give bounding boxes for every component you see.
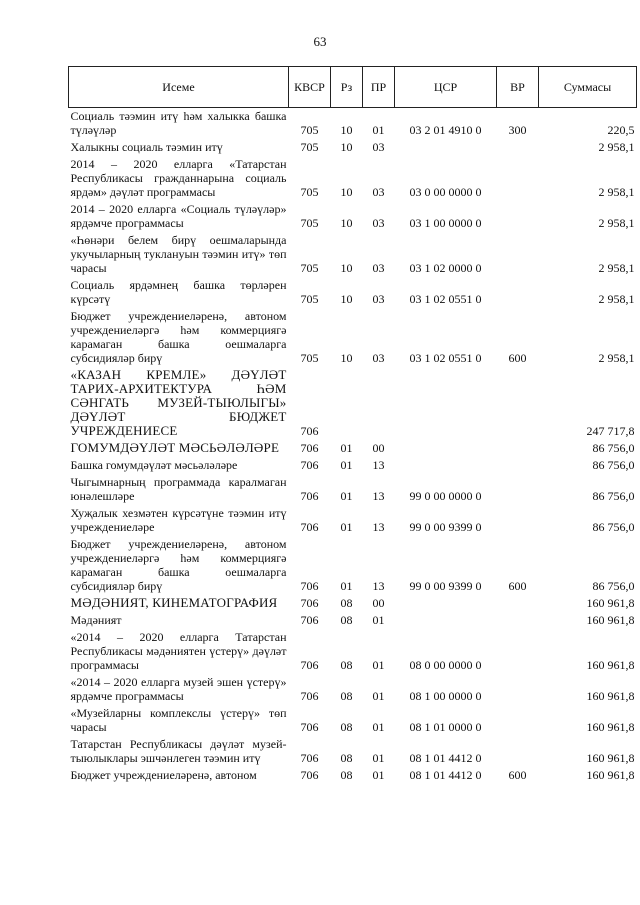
row-kvsr: 706 — [300, 458, 319, 472]
row-sum: 2 958,1 — [598, 292, 635, 306]
table-row — [69, 440, 637, 457]
row-csr: 99 0 00 9399 0 — [409, 520, 482, 534]
table-row — [69, 736, 637, 767]
row-vr — [497, 595, 539, 612]
row-vr — [497, 505, 539, 536]
row-kvsr: 705 — [300, 185, 319, 199]
row-kvsr: 706 — [300, 658, 319, 672]
table-body — [69, 108, 637, 785]
row-kvsr: 706 — [300, 613, 319, 627]
header-rz: Рз — [331, 67, 363, 108]
row-csr: 08 1 01 4412 0 — [409, 751, 482, 765]
row-csr: 03 1 02 0551 0 — [409, 292, 482, 306]
row-rz: 01 — [340, 441, 353, 455]
row-sum: 160 961,8 — [586, 720, 635, 734]
row-sum: 160 961,8 — [586, 658, 635, 672]
row-name: Бюджет учреждениеләренә, автоном — [70, 768, 257, 782]
row-name: Бюджет учреждениеләренә, автоном учреждениеләргә һәм коммерциягә карамаган башка оешмаларга субсидияләр бирү — [70, 537, 287, 593]
table-row — [69, 474, 637, 505]
row-kvsr: 706 — [300, 751, 319, 765]
row-csr — [395, 595, 497, 612]
row-csr: 03 2 01 4910 0 — [409, 123, 482, 137]
row-rz: 10 — [340, 140, 353, 154]
row-sum: 220,5 — [607, 123, 635, 137]
row-kvsr: 705 — [300, 123, 319, 137]
row-pr: 01 — [372, 689, 385, 703]
row-rz: 10 — [340, 351, 353, 365]
row-kvsr: 705 — [300, 351, 319, 365]
row-name: ГОМУМДӘҮЛӘТ МӘСЬӘЛӘЛӘРЕ — [70, 440, 280, 455]
row-csr: 99 0 00 0000 0 — [409, 489, 482, 503]
table-row — [69, 108, 637, 140]
row-name: Чыгымнарның программада каралмаган юнәлешләре — [70, 475, 287, 503]
row-pr — [363, 367, 395, 440]
row-csr: 03 1 02 0551 0 — [409, 351, 482, 365]
table-row — [69, 457, 637, 474]
row-name: Хуҗалык хезмәтен күрсәтүне тәэмин итү учреждениеләре — [70, 506, 287, 534]
row-vr — [497, 612, 539, 629]
row-rz: 08 — [340, 720, 353, 734]
table-row — [69, 536, 637, 595]
row-sum: 160 961,8 — [586, 596, 635, 610]
row-csr: 08 1 00 0000 0 — [409, 689, 482, 703]
row-pr: 03 — [372, 351, 385, 365]
row-kvsr: 706 — [300, 596, 319, 610]
row-pr: 01 — [372, 720, 385, 734]
row-name: 2014 – 2020 елларга «Социаль түләүләр» ярдәмче программасы — [70, 202, 287, 230]
row-name: Бюджет учреждениеләренә, автоном учреждениеләргә һәм коммерциягә карамаган башка оешмаларга субсидияләр бирү — [70, 309, 287, 365]
row-pr: 01 — [372, 613, 385, 627]
row-rz: 08 — [340, 751, 353, 765]
header-sum: Суммасы — [539, 67, 637, 108]
row-pr: 13 — [372, 579, 385, 593]
row-rz: 01 — [340, 579, 353, 593]
row-sum: 160 961,8 — [586, 768, 635, 782]
row-pr: 03 — [372, 216, 385, 230]
row-name: 2014 – 2020 елларга «Татарстан Республикасы гражданнарына социаль ярдәм» дәүләт программасы — [70, 157, 287, 199]
row-csr — [395, 367, 497, 440]
table-row — [69, 767, 637, 784]
row-vr — [497, 705, 539, 736]
table-row — [69, 629, 637, 674]
row-pr: 01 — [372, 123, 385, 137]
row-csr: 03 1 00 0000 0 — [409, 216, 482, 230]
row-name: Мәдәният — [70, 613, 122, 627]
table-row — [69, 201, 637, 232]
row-kvsr: 706 — [300, 720, 319, 734]
row-kvsr: 706 — [300, 689, 319, 703]
row-kvsr: 706 — [300, 520, 319, 534]
row-name: «Һөнәри белем бирү оешмаларында укучыларның туклануын тәэмин итү» төп чарасы — [70, 233, 287, 275]
row-rz: 01 — [340, 458, 353, 472]
table-row — [69, 674, 637, 705]
row-vr — [497, 457, 539, 474]
row-rz: 08 — [340, 658, 353, 672]
row-rz: 08 — [340, 596, 353, 610]
row-csr: 08 1 01 0000 0 — [409, 720, 482, 734]
row-pr: 01 — [372, 768, 385, 782]
table-row — [69, 156, 637, 201]
row-rz: 10 — [340, 292, 353, 306]
row-name: МӘДӘНИЯТ, КИНЕМАТОГРАФИЯ — [70, 595, 278, 610]
row-vr — [497, 367, 539, 440]
row-csr — [395, 612, 497, 629]
row-vr: 600 — [508, 579, 527, 593]
row-rz: 01 — [340, 489, 353, 503]
row-sum: 86 756,0 — [592, 489, 635, 503]
row-csr: 08 1 01 4412 0 — [409, 768, 482, 782]
row-vr — [497, 277, 539, 308]
header-vr: ВР — [497, 67, 539, 108]
row-name: «КАЗАН КРЕМЛЕ» ДӘҮЛӘТ ТАРИХ-АРХИТЕКТУРА ҺӘМ СӘНГАТЬ МУЗЕЙ-ТЫЮЛЫГЫ» ДӘҮЛӘТ БЮДЖЕТ УЧРЕЖДЕНИЕСЕ — [70, 367, 287, 438]
row-sum: 160 961,8 — [586, 689, 635, 703]
row-pr: 03 — [372, 140, 385, 154]
row-vr — [497, 674, 539, 705]
row-kvsr: 705 — [300, 216, 319, 230]
row-kvsr: 706 — [300, 424, 319, 438]
table-row — [69, 139, 637, 156]
row-rz: 08 — [340, 613, 353, 627]
row-csr — [395, 440, 497, 457]
row-kvsr: 706 — [300, 489, 319, 503]
row-kvsr: 705 — [300, 292, 319, 306]
table-row — [69, 232, 637, 277]
header-csr: ЦСР — [395, 67, 497, 108]
row-pr: 03 — [372, 185, 385, 199]
row-rz: 08 — [340, 768, 353, 782]
row-sum: 2 958,1 — [598, 261, 635, 275]
row-csr: 99 0 00 9399 0 — [409, 579, 482, 593]
row-sum: 160 961,8 — [586, 751, 635, 765]
row-name: «Музейларны комплекслы үстерү» төп чарасы — [70, 706, 287, 734]
row-name: Башка гомумдәүләт мәсьәләләре — [70, 458, 238, 472]
row-pr: 13 — [372, 458, 385, 472]
budget-table — [68, 66, 637, 784]
row-rz: 10 — [340, 185, 353, 199]
row-vr — [497, 201, 539, 232]
row-name: «2014 – 2020 елларга музей эшен үстерү» ярдәмче программасы — [70, 675, 287, 703]
row-rz: 10 — [340, 216, 353, 230]
page-number: 63 — [313, 34, 327, 49]
row-sum: 2 958,1 — [598, 351, 635, 365]
row-csr — [395, 139, 497, 156]
row-name: Татарстан Республикасы дәүләт музей-тыюлыклары эшчәнлеген тәэмин итү — [70, 737, 287, 765]
row-csr: 08 0 00 0000 0 — [409, 658, 482, 672]
row-vr — [497, 474, 539, 505]
row-name: «2014 – 2020 елларга Татарстан Республикасы мәдәниятен үстерү» дәүләт программасы — [70, 630, 287, 672]
table-header-row — [69, 67, 637, 108]
row-vr — [497, 629, 539, 674]
header-kvsr: КВСР — [289, 67, 331, 108]
row-sum: 2 958,1 — [598, 216, 635, 230]
row-vr: 600 — [508, 351, 527, 365]
row-pr: 13 — [372, 489, 385, 503]
row-sum: 86 756,0 — [592, 441, 635, 455]
row-vr — [497, 440, 539, 457]
row-sum: 2 958,1 — [598, 140, 635, 154]
row-name: Социаль тәэмин итү һәм халыкка башка түләүләр — [70, 109, 287, 137]
row-vr — [497, 156, 539, 201]
row-csr: 03 0 00 0000 0 — [409, 185, 482, 199]
row-sum: 86 756,0 — [592, 520, 635, 534]
table-row — [69, 308, 637, 367]
row-rz — [331, 367, 363, 440]
table-row — [69, 705, 637, 736]
row-vr: 300 — [508, 123, 527, 137]
table-row — [69, 595, 637, 612]
header-pr: ПР — [363, 67, 395, 108]
row-sum: 160 961,8 — [586, 613, 635, 627]
row-vr: 600 — [508, 768, 527, 782]
table-row — [69, 277, 637, 308]
row-name: Халыкны социаль тәэмин итү — [70, 140, 223, 154]
row-kvsr: 706 — [300, 579, 319, 593]
table-row — [69, 612, 637, 629]
row-pr: 03 — [372, 292, 385, 306]
header-name: Исеме — [69, 67, 289, 108]
row-vr — [497, 736, 539, 767]
row-sum: 2 958,1 — [598, 185, 635, 199]
row-name: Социаль ярдәмнең башка төрләрен күрсәтү — [70, 278, 287, 306]
row-rz: 10 — [340, 261, 353, 275]
row-kvsr: 705 — [300, 261, 319, 275]
row-rz: 08 — [340, 689, 353, 703]
row-pr: 01 — [372, 751, 385, 765]
row-kvsr: 705 — [300, 140, 319, 154]
row-kvsr: 706 — [300, 441, 319, 455]
row-pr: 00 — [372, 441, 385, 455]
row-csr: 03 1 02 0000 0 — [409, 261, 482, 275]
row-rz: 01 — [340, 520, 353, 534]
row-csr — [395, 457, 497, 474]
row-vr — [497, 232, 539, 277]
row-pr: 13 — [372, 520, 385, 534]
table-row — [69, 367, 637, 440]
row-pr: 03 — [372, 261, 385, 275]
row-kvsr: 706 — [300, 768, 319, 782]
row-pr: 01 — [372, 658, 385, 672]
row-vr — [497, 139, 539, 156]
table-row — [69, 505, 637, 536]
row-sum: 86 756,0 — [592, 458, 635, 472]
row-pr: 00 — [372, 596, 385, 610]
row-sum: 86 756,0 — [592, 579, 635, 593]
row-sum: 247 717,8 — [586, 424, 635, 438]
row-rz: 10 — [340, 123, 353, 137]
